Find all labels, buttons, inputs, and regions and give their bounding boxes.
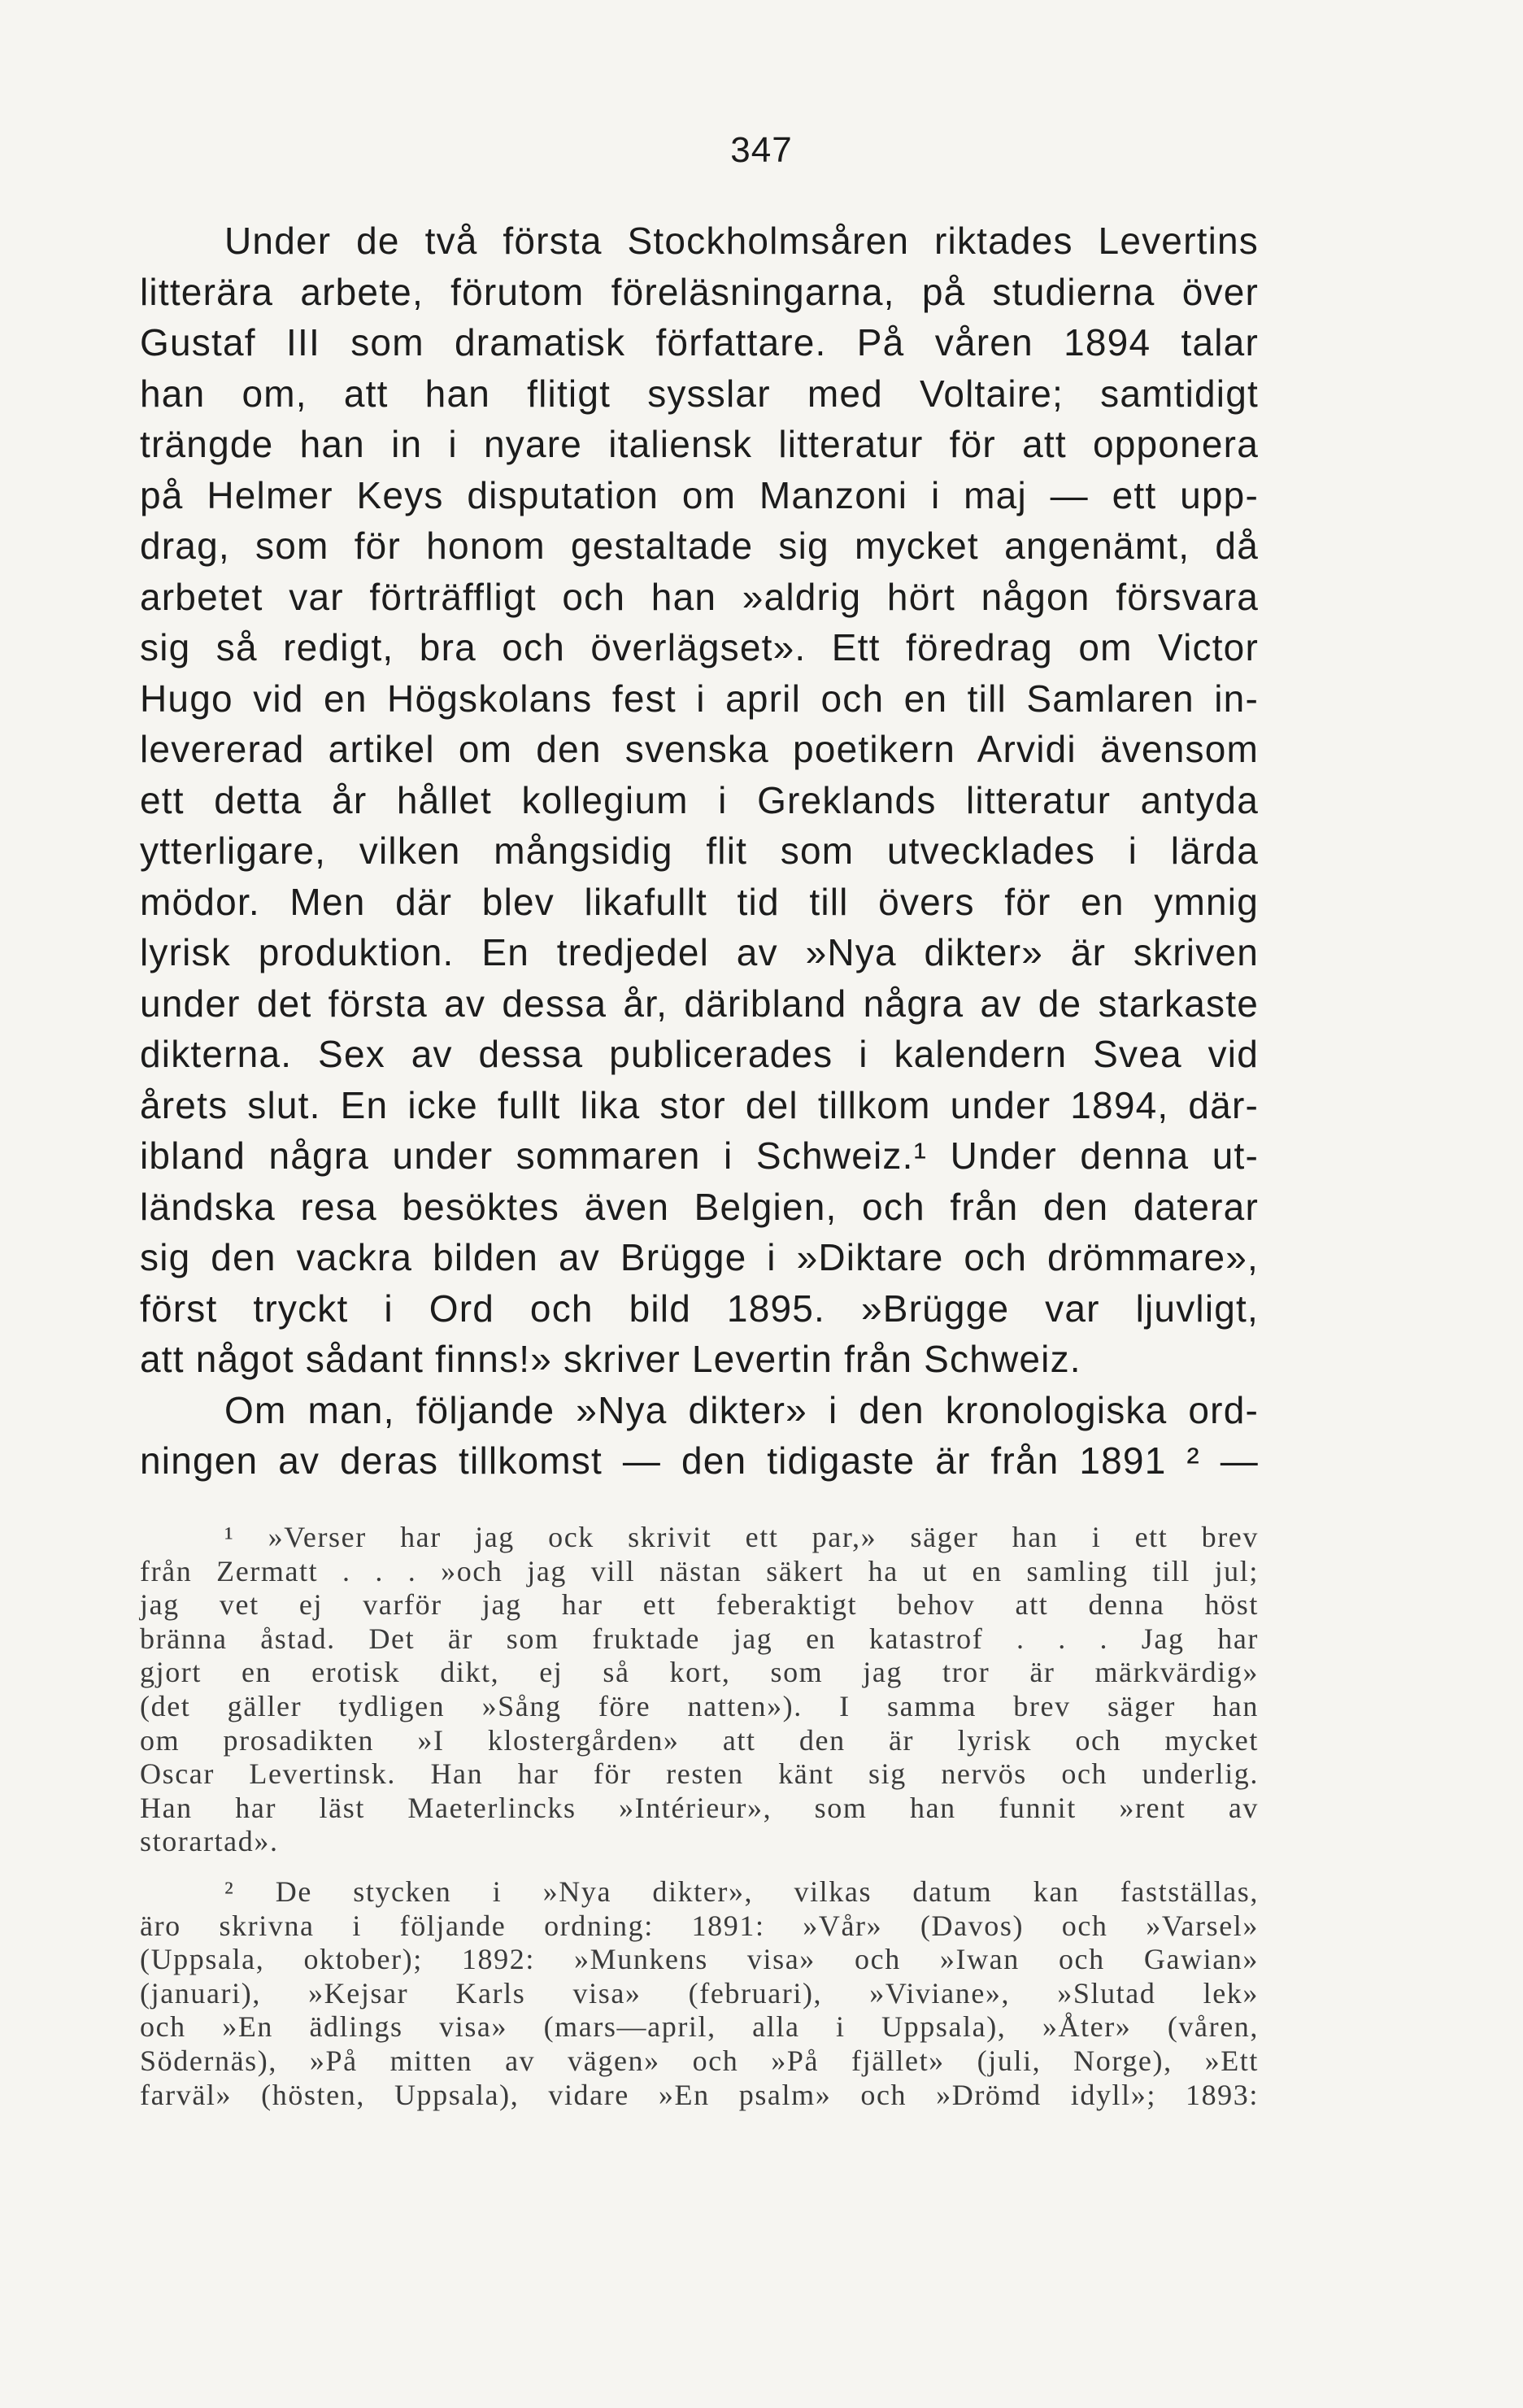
footnote-spacer [140,1859,1259,1875]
footnote-line: bränna åstad. Det är som fruktade jag en katastrof . . . Jag har [140,1622,1259,1655]
footnotes [140,1521,1259,2112]
footnote-line: Han har läst Maeterlincks »Intérieur», som han funnit »rent av [140,1791,1259,1824]
footnote-line: äro skrivna i följande ordning: 1891: »Vår» (Davos) och »Varsel» [140,1909,1259,1942]
footnote-line: Södernäs), »På mitten av vägen» och »På fjället» (juli, Norge), »Ett [140,2044,1259,2077]
body-line: ningen av deras tillkomst — den tidigaste är från 1891 ² — [140,1439,1259,1482]
footnote-line: (januari), »Kejsar Karls visa» (februari), »Viviane», »Slutad lek» [140,1976,1259,2010]
footnote-line: (det gäller tydligen »Sång före natten»). I samma brev säger han [140,1689,1259,1722]
body-line: litterära arbete, förutom föreläsningarna, på studierna över [140,270,1259,313]
body-line: lyrisk produktion. En tredjedel av »Nya dikter» är skriven [140,931,1259,973]
body-line: att något sådant finns!» skriver Levertin från Schweiz. [140,1338,1081,1380]
body-line: sig den vackra bilden av Brügge i »Diktare och drömmare», [140,1236,1259,1278]
body-line: trängde han in i nyare italiensk litteratur för att opponera [140,423,1259,465]
body-line: Under de två första Stockholmsåren riktades Levertins [224,220,1259,262]
page-number: 347 [730,130,793,170]
footnote-line: Oscar Levertinsk. Han har för resten känt sig nervös och underlig. [140,1757,1259,1791]
body-line: han om, att han flitigt sysslar med Voltaire; samtidigt [140,372,1259,415]
body-line: arbetet var förträffligt och han »aldrig hört någon försvara [140,575,1259,618]
body-line: mödor. Men där blev likafullt tid till övers för en ymnig [140,880,1259,923]
footnote-line: ¹ »Verser har jag ock skrivit ett par,» säger han i ett brev [224,1521,1259,1553]
footnote-line: ² De stycken i »Nya dikter», vilkas datum kan fastställas, [224,1875,1259,1908]
footnote-line: gjort en erotisk dikt, ej så kort, som jag tror är märkvärdig» [140,1656,1259,1689]
footnote-line: om prosadikten »I klostergården» att den är lyrisk och mycket [140,1723,1259,1757]
footnote-line: och »En ädlings visa» (mars—april, alla i Uppsala), »Åter» (våren, [140,2010,1259,2044]
body-line: på Helmer Keys disputation om Manzoni i maj — ett upp- [140,473,1259,516]
body-line: under det första av dessa år, däribland några av de starkaste [140,982,1259,1025]
body-line: ytterligare, vilken mångsidig flit som utvecklades i lärda [140,830,1259,872]
body-line: ländska resa besöktes även Belgien, och från den daterar [140,1185,1259,1228]
footnote-line: storartad». [140,1825,279,1858]
body-line: ett detta år hållet kollegium i Greklands litteratur antyda [140,778,1259,821]
body-line: Hugo vid en Högskolans fest i april och en till Samlaren in- [140,677,1259,720]
footnote-1 [140,1521,1259,1859]
body-line: Om man, följande »Nya dikter» i den kronologiska ord- [224,1388,1259,1431]
body-line: ibland några under sommaren i Schweiz.¹ Under denna ut- [140,1134,1259,1177]
footnote-line: farväl» (hösten, Uppsala), vidare »En psalm» och »Drömd idyll»; 1893: [140,2078,1259,2111]
footnote-2 [140,1875,1259,2112]
body-text [140,216,1259,1487]
footnote-line: jag vet ej varför jag har ett feberaktigt behov att denna höst [140,1588,1259,1622]
body-line: först tryckt i Ord och bild 1895. »Brügge var ljuvligt, [140,1287,1259,1330]
body-line: drag, som för honom gestaltade sig mycket angenämt, då [140,525,1259,567]
body-line: levererad artikel om den svenska poetikern Arvidi ävensom [140,728,1259,770]
body-line: sig så redigt, bra och överlägset». Ett föredrag om Victor [140,626,1259,668]
body-line: Gustaf III som dramatisk författare. På våren 1894 talar [140,321,1259,364]
body-line: årets slut. En icke fullt lika stor del tillkom under 1894, där- [140,1083,1259,1126]
footnote-line: från Zermatt . . . »och jag vill nästan säkert ha ut en samling till jul; [140,1554,1259,1587]
footnote-line: (Uppsala, oktober); 1892: »Munkens visa» och »Iwan och Gawian» [140,1943,1259,1976]
body-line: dikterna. Sex av dessa publicerades i kalendern Svea vid [140,1033,1259,1075]
